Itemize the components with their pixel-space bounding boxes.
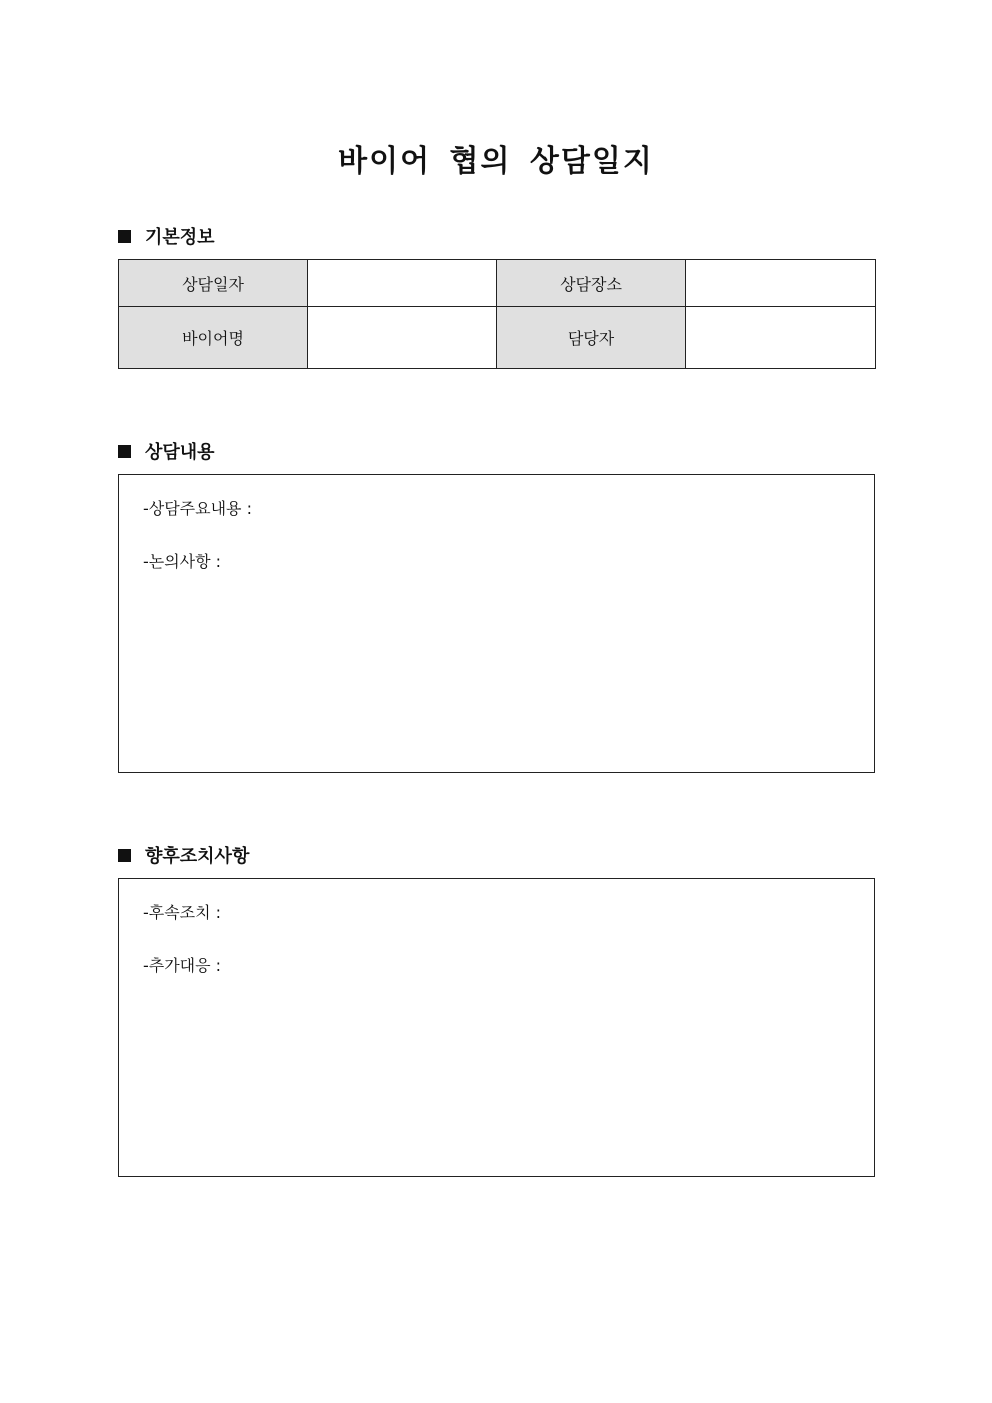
follow-up-action-line: -후속조치 :: [143, 903, 222, 922]
table-row: [119, 307, 876, 369]
section-heading-follow-up: [118, 842, 249, 868]
section-heading-label: 향후조치사항: [145, 846, 250, 867]
table-row: [119, 260, 876, 307]
label-person-in-charge: 담당자: [497, 307, 686, 369]
section-heading-basic-info: [118, 223, 215, 249]
square-bullet-icon: [118, 849, 131, 862]
consultation-main-content-line: -상담주요내용 :: [143, 499, 252, 518]
additional-response-line: -추가대응 :: [143, 956, 222, 975]
section-heading-label: 기본정보: [145, 227, 215, 248]
label-consult-date: 상담일자: [119, 260, 308, 307]
square-bullet-icon: [118, 445, 131, 458]
field-buyer-name[interactable]: [308, 307, 497, 369]
document-title: 바이어 협의 상담일지: [338, 144, 654, 179]
follow-up-content-box[interactable]: [118, 878, 875, 1177]
square-bullet-icon: [118, 230, 131, 243]
consultation-content-box[interactable]: [118, 474, 875, 773]
field-consult-place[interactable]: [686, 260, 876, 307]
section-heading-label: 상담내용: [145, 442, 215, 463]
basic-info-table: [118, 259, 876, 369]
field-consult-date[interactable]: [308, 260, 497, 307]
field-person-in-charge[interactable]: [686, 307, 876, 369]
label-consult-place: 상담장소: [497, 260, 686, 307]
discussion-items-line: -논의사항 :: [143, 552, 222, 571]
section-heading-consultation: [118, 438, 215, 464]
label-buyer-name: 바이어명: [119, 307, 308, 369]
